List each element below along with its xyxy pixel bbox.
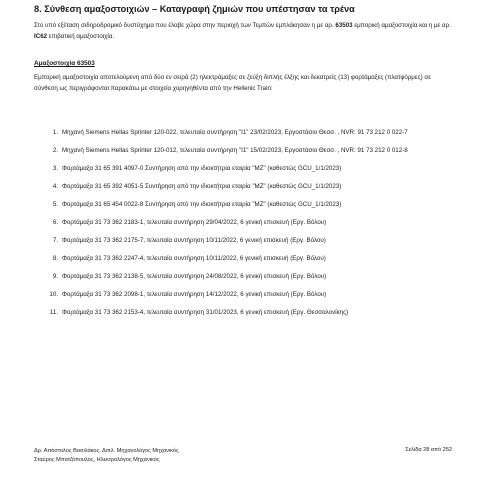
list-item [34,217,454,228]
list-item-number: 10. [49,291,58,298]
passenger-train-number: IC62 [34,33,48,40]
list-item-number: 3. [52,165,58,172]
list-item-number: 7. [52,237,58,244]
page-number: Σελίδα 28 από 252 [405,447,452,453]
list-item [34,145,454,156]
composition-description: Εμπορική αμαξοστοιχία αποτελούμενη από δύο εν σειρά (2) ηλεκτράμαξες σε ζεύξη διπλής έλξης και δεκατρείς (13) φορτάμαξες (πλατφόρμες) σε σύνθεση ως περιγράφονται παρακάτω με στοιχεία χορηγηθέντα από την Hellenic Train: [34,74,431,92]
list-item [34,163,454,174]
intro-text-2: εμπορική αμαξοστοιχία και η με αρ. [352,22,451,29]
footer-author-1: Δρ. Απόστολος Βασιλάκος, Διπλ. Μηχανολόγος Μηχανικός [34,448,179,454]
list-item-number: 4. [52,183,58,190]
list-item-number: 6. [52,219,58,226]
list-item [34,199,454,210]
list-item-number: 8. [52,255,58,262]
list-item-number: 1. [52,129,58,136]
list-item [34,253,454,264]
list-item-text: Φορτάμαξα 31 73 362 2138-5, τελευταία συντήρηση 24/08/2022, 6 γενική επισκευή (Εργ. Βόλου) [62,273,327,280]
intro-paragraph [34,20,454,42]
list-item-text: Φορτάμαξα 31 73 362 2153-4, τελευταία συντήρηση 31/01/2023, 6 γενική επισκευή (Εργ. Θεσσαλονίκης) [62,309,349,316]
list-item-text: Φορτάμαξα 31 73 362 2175-7, τελευταία συντήρηση 10/11/2022, 6 γενική επισκευή (Εργ. Βόλου) [62,237,326,244]
footer-author-2: Σταύρος Μπατζόπουλος, Ηλεκτρολόγος Μηχανικός [34,457,160,463]
list-item [34,127,454,138]
intro-text-3: επιβατική αμαξοστοιχία. [47,33,115,40]
list-item-number: 11. [49,309,58,316]
list-item-number: 5. [52,201,58,208]
list-item-text: Φορτάμαξα 31 73 362 2247-4, τελευταία συντήρηση 10/11/2022, 6 γενική επισκευή (Εργ. Βόλου) [62,255,326,262]
intro-text-1: Στο υπό εξέταση σιδηροδρομικό δυστύχημα που έλαβε χώρα στην περιοχή των Τεμπών εμπλάκησαν η με αρ. [34,22,336,29]
list-item-text: Φορτάμαξα 31 65 392 4051-5 Συντήρηση από την ιδιοκτήτρια εταιρία "ΜΖ" (καθεστώς GCU_1/1/2023) [62,183,342,190]
section-title: 8. Σύνθεση αμαξοστοιχιών – Καταγραφή ζημιών που υπέστησαν τα τρένα [34,4,355,14]
list-item-number: 9. [52,273,58,280]
list-item-text: Φορτάμαξα 31 73 362 2098-1, τελευταία συντήρηση 14/12/2022, 6 γενική επισκευή (Εργ. Βόλου) [62,291,327,298]
list-item [34,181,454,192]
list-item [34,289,454,300]
list-item-number: 2. [52,147,58,154]
list-item-text: Φορτάμαξα 31 73 362 2183-1, τελευταία συντήρηση 29/04/2022, 6 γενική επισκευή (Εργ. Βόλου) [62,219,327,226]
list-item [34,307,454,318]
list-item-text: Φορτάμαξα 31 65 391 4097-0 Συντήρηση από την ιδιοκτήτρια εταιρία "ΜΖ" (καθεστώς GCU_1/1/2023) [62,165,342,172]
footer-authors [34,447,179,465]
list-item-text: Μηχανή Siemens Hellas Sprinter 120-022, τελευταία συντήρηση "Ι1" 23/02/2023, Εργοστάσιο Θεσσ. , NVR: 91 73 212 0 022-7 [62,129,408,136]
list-item-text: Φορτάμαξα 31 65 454 0022-8 Συντήρηση από την ιδιοκτήτρια εταιρία "ΜΖ" (καθεστώς GCU_1/1/2023) [62,201,342,208]
list-item [34,271,454,282]
subheading-train-63503: Αμαξοστοιχία 63503 [34,60,95,67]
composition-list [34,127,454,325]
freight-train-number: 63503 [335,22,353,29]
list-item [34,235,454,246]
list-item-text: Μηχανή Siemens Hellas Sprinter 120-012, τελευταία συντήρηση "Ι1" 15/02/2023, Εργοστάσιο Θεσσ. , NVR: 91 73 212 0 012-8 [62,147,408,154]
